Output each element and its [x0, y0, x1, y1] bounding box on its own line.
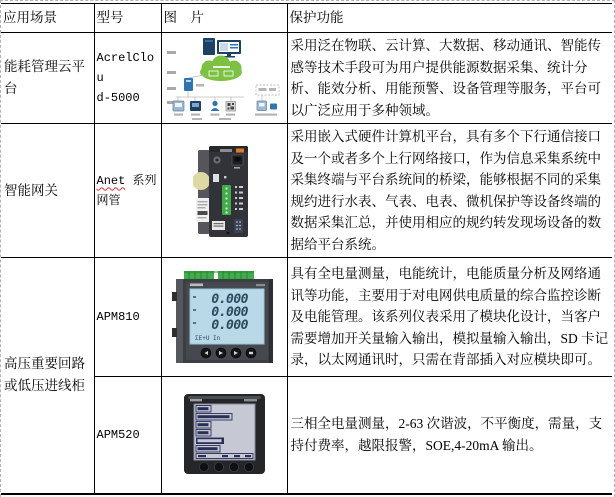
- col-header-picture: 图 片: [161, 4, 287, 33]
- cell-model-acrelcloud: [94, 33, 161, 124]
- lcd-display: [194, 404, 255, 460]
- apm520-meter-image: [182, 392, 267, 478]
- model-line: 网管: [96, 193, 121, 208]
- cell-scenario-smart-gateway: 智能网关: [1, 124, 94, 258]
- model-label: [256, 284, 265, 286]
- icon-caption-bars: [174, 114, 277, 121]
- lcd-footer: ΣE+U In: [195, 334, 221, 342]
- cell-function-cloud-platform: 采用泛在物联、云计算、大数据、移动通讯、智能传感等技术手段可为用户提供能源数据采集、统计分析、能效分析、用能预警、设备管理等服务，平台可以广泛应用于多种领域。: [287, 33, 612, 124]
- cell-model-apm520: APM520: [94, 377, 161, 494]
- table-row-apm810: [1, 258, 612, 377]
- model-line: 系列: [125, 173, 157, 188]
- acrel-logo: [190, 399, 202, 401]
- product-spec-table: [1, 3, 612, 495]
- application-servers-icon: [203, 38, 241, 58]
- model-line: AcrelClou: [96, 51, 155, 85]
- model-line: d-5000: [96, 91, 140, 105]
- header-row: [1, 4, 612, 33]
- lcd-display: [190, 289, 264, 344]
- table-row-smart-gateway: [1, 124, 612, 258]
- lcd-line1: 0.000: [211, 291, 248, 307]
- gateway-node-icon: [184, 75, 204, 91]
- gateway-side-face: [193, 150, 210, 234]
- table-row-cloud-platform: [1, 33, 612, 124]
- remote-group-icon: [256, 85, 279, 111]
- gateway-front-face: [209, 146, 248, 237]
- cloud-architecture-diagram-image: [164, 35, 284, 121]
- cell-scenario-cloud-platform: 能耗管理云平台: [1, 33, 94, 124]
- cell-image-gateway: [161, 124, 287, 258]
- cell-model-apm810: APM810: [94, 258, 161, 377]
- orange-badge: [236, 148, 244, 152]
- cloud-icon: [200, 56, 242, 82]
- serial-connector: [234, 219, 243, 233]
- cell-image-apm810: [161, 258, 287, 377]
- apm810-meter-image: [168, 270, 280, 365]
- cell-function-smart-gateway: 采用嵌入式硬件计算机平台，具有多个下行通信接口及一个或者多个上行网络接口，作为信息采集系统中采集终端与平台系统间的桥梁，能够根据不同的采集规约进行水表、气表、电表、微机保护等设备终端的数据采集汇总，并使用相应的规约转发现场设备的数据给平台系统。: [287, 124, 612, 258]
- cell-model-anet: [94, 124, 161, 258]
- layer-labels: [167, 51, 176, 104]
- cell-image-apm520: [161, 377, 287, 494]
- col-header-application-scenario: 应用场景: [1, 4, 94, 33]
- bus-lines: [176, 91, 244, 101]
- sim-slot: [213, 174, 219, 182]
- cell-image-cloud-platform: [161, 33, 287, 124]
- cell-function-apm810: 具有全电量测量，电能统计，电能质量分析及网络通讯等功能，主要用于对电网供电质量的综合监控诊断及电能管理。该系列仪表采用了模块化设计，当客户需要增加开关量输入输出，模拟量输入输出，SD 卡记录，以太网通讯时，只需在背部插入对应模块即可。: [287, 258, 612, 377]
- col-header-protection-function: 保护功能: [287, 4, 612, 33]
- cell-function-apm520: 三相全电量测量，2-63 次谐波，不平衡度，需量，支持付费率，越限报警，SOE,4-20mA 输出。: [287, 377, 612, 494]
- model-misspell-word: Anet: [96, 173, 126, 188]
- meter-icons: [173, 101, 236, 111]
- top-terminal-blocks: [184, 271, 254, 280]
- lcd-line3: 0.000: [211, 317, 248, 333]
- acrel-logo: [190, 283, 203, 286]
- lcd-line2: 0.000: [211, 304, 248, 320]
- gateway-device-image: [193, 141, 255, 241]
- cell-scenario-hv-circuit: 高压重要回路或低压进线柜: [1, 258, 94, 494]
- col-header-model: 型号: [94, 4, 161, 33]
- acrel-logo: [220, 149, 232, 152]
- model-label: [244, 399, 257, 401]
